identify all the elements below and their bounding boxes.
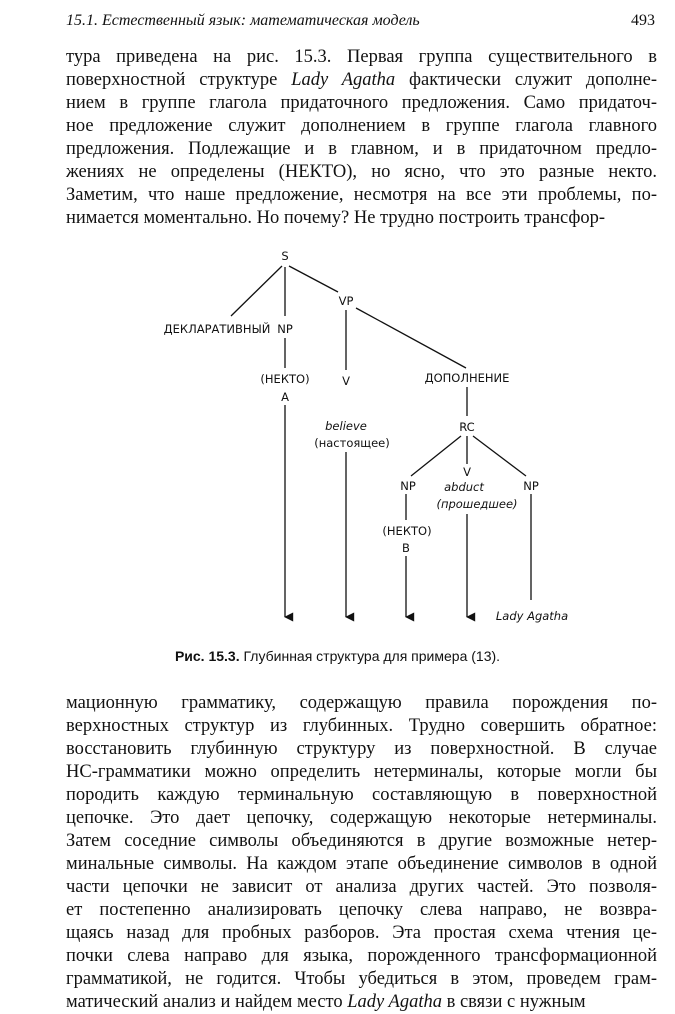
text-line: Затем соседние символы объединяются в другие возможные нетер- [66, 831, 657, 851]
node-np-sub: NP [400, 479, 416, 493]
node-v-sub: V [463, 465, 471, 479]
word-abduct: abduct [444, 480, 484, 494]
tense-present: (настоящее) [314, 436, 390, 450]
page-number: 493 [631, 12, 655, 29]
node-rc: RC [459, 420, 475, 434]
text-line: цепочке. Это дает цепочку, содержащую некоторые нетерминалы. [66, 808, 657, 828]
node-np-subject: NP [277, 322, 293, 336]
text-line: части цепочки не зависит от анализа других частей. Это позволя- [66, 877, 657, 897]
text-line: породить каждую терминальную составляющую в поверхностной [66, 785, 657, 805]
edge-rc-np2 [411, 436, 461, 476]
text-line: жениях не определены (НЕКТО), но ясно, что это разные некто. [66, 162, 657, 182]
text-line: тура приведена на рис. 15.3. Первая группа существительного в [66, 47, 657, 67]
node-v-main: V [342, 374, 350, 388]
text-line: грамматикой, не годится. Чтобы убедиться в этом, проведем грам- [66, 969, 657, 989]
word-lady-agatha: Lady Agatha [495, 609, 569, 623]
edge-rc-np3 [473, 436, 526, 476]
node-np-object: NP [523, 479, 539, 493]
edge-vp-complement [356, 308, 466, 368]
word-believe: believe [325, 419, 367, 433]
text-line: поверхностной структуре Lady Agatha фактически служит дополне- [66, 70, 657, 90]
text-line: нием в группе глагола придаточного предложения. Само придаточ- [66, 93, 657, 113]
text-line: мационную грамматику, содержащую правила порождения по- [66, 693, 657, 713]
text-line: восстановить глубинную структуру из поверхностной. В случае [66, 739, 657, 759]
text-line: НС-грамматики можно определить нетерминалы, которые могли бы [66, 762, 657, 782]
text-line: предложения. Подлежащие и в главном, и в придаточном предло- [66, 139, 657, 159]
node-s: S [281, 249, 289, 263]
node-complement: ДОПОЛНЕНИЕ [424, 371, 510, 385]
edge-s-decl [231, 266, 282, 316]
edge-s-vp [289, 266, 338, 292]
node-a: A [281, 390, 289, 404]
running-header [66, 12, 655, 36]
text-line: ет постепенно анализировать цепочку слева направо, не возвра- [66, 900, 657, 920]
node-b: B [402, 541, 410, 555]
node-vp: VP [338, 294, 354, 308]
text-line: нимается моментально. Но почему? Не трудно построить трансфор- [66, 208, 606, 228]
text-line: Заметим, что наше предложение, несмотря на все эти проблемы, по- [66, 185, 657, 205]
deep-structure-tree [0, 240, 675, 640]
running-title: 15.1. Естественный язык: математическая модель [66, 12, 420, 29]
text-line: верхностных структур из глубинных. Трудно совершить обратное: [66, 716, 657, 736]
italic-term: Lady Agatha [347, 992, 442, 1012]
caption-label: Рис. 15.3. [174, 648, 240, 664]
tense-past: (прошедшее) [436, 497, 518, 511]
italic-term: Lady Agatha [291, 70, 396, 90]
node-nekto-a: (НЕКТО) [260, 372, 310, 386]
text-line: почки слева направо для языка, порожденного трансформационной [66, 946, 657, 966]
text-line: минальные символы. На каждом этапе объединение символов в одной [66, 854, 657, 874]
text-line: щаясь назад для пробных разборов. Эта простая схема чтения це- [66, 923, 657, 943]
node-declarative: ДЕКЛАРАТИВНЫЙ [163, 322, 271, 336]
paragraph-bottom [66, 692, 657, 1014]
text-line: матический анализ и найдем место Lady Agatha в связи с нужным [66, 992, 586, 1012]
caption-text: Глубинная структура для примера (13). [239, 648, 501, 664]
figure-caption [0, 648, 675, 664]
node-nekto-b: (НЕКТО) [382, 524, 432, 538]
text-line: ное предложение служит дополнением в группе глагола главного [66, 116, 657, 136]
paragraph-top [66, 46, 657, 230]
